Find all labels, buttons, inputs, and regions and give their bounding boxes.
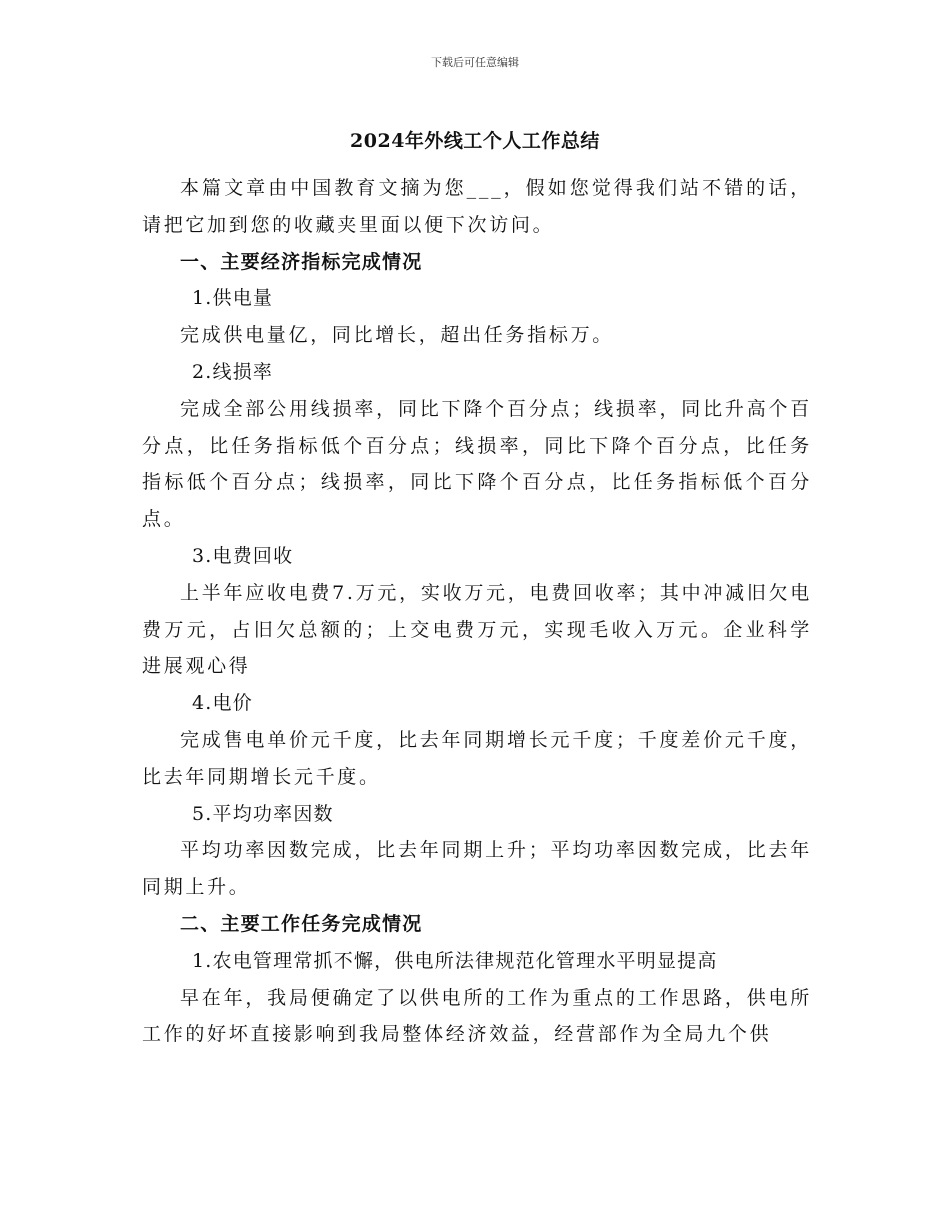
subheading-price: 4.电价 xyxy=(192,692,253,715)
paragraph-rural-management: 早在年，我局便确定了以供电所的工作为重点的工作思路，供电所工作的好坏直接影响到我局整体经济效益，经营部作为全局九个供 xyxy=(142,986,812,1046)
intro-paragraph: 本篇文章由中国教育文摘为您___，假如您觉得我们站不错的话，请把它加到您的收藏夹里面以便下次访问。 xyxy=(142,177,812,236)
document-body xyxy=(142,170,812,1053)
section-heading-2: 二、主要工作任务完成情况 xyxy=(180,912,423,935)
subheading-power-supply: 1.供电量 xyxy=(192,287,274,310)
subheading-rural-management: 1.农电管理常抓不懈，供电所法律规范化管理水平明显提高 xyxy=(192,949,718,972)
subheading-power-factor: 5.平均功率因数 xyxy=(192,802,334,825)
subheading-fee-recovery: 3.电费回收 xyxy=(192,544,294,567)
paragraph-line-loss: 完成全部公用线损率，同比下降个百分点；线损率，同比升高个百分点，比任务指标低个百分点；线损率，同比下降个百分点，比任务指标低个百分点；线损率，同比下降个百分点，比任务指标低个百分点。 xyxy=(142,397,812,531)
paragraph-power-supply: 完成供电量亿，同比增长，超出任务指标万。 xyxy=(180,324,615,347)
paragraph-power-factor: 平均功率因数完成，比去年同期上升；平均功率因数完成，比去年同期上升。 xyxy=(142,839,812,899)
document-title: 2024年外线工个人工作总结 xyxy=(350,130,600,152)
header-note: 下载后可任意编辑 xyxy=(431,56,519,69)
paragraph-fee-recovery: 上半年应收电费7.万元，实收万元，电费回收率；其中冲减旧欠电费万元，占旧欠总额的；上交电费万元，实现毛收入万元。企业科学进展观心得 xyxy=(142,581,812,678)
subheading-line-loss: 2.线损率 xyxy=(192,360,274,383)
paragraph-price: 完成售电单价元千度，比去年同期增长元千度；千度差价元千度，比去年同期增长元千度。 xyxy=(142,728,812,788)
section-heading-1: 一、主要经济指标完成情况 xyxy=(180,250,423,273)
